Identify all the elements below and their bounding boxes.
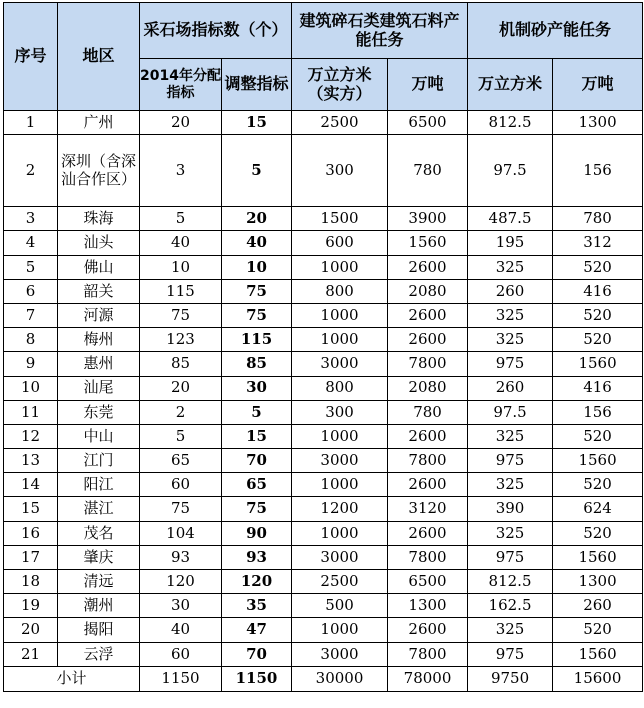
- cell-sand-t: 520: [553, 255, 643, 279]
- cell-seq: 8: [4, 328, 58, 352]
- cell-seq: 21: [4, 642, 58, 666]
- cell-region: 云浮: [58, 642, 140, 666]
- cell-stone-m3: 1000: [292, 303, 388, 327]
- cell-seq: 1: [4, 111, 58, 135]
- cell-region: 茂名: [58, 521, 140, 545]
- cell-quarry-adjusted: 90: [222, 521, 292, 545]
- cell-stone-m3: 3000: [292, 642, 388, 666]
- cell-sand-t: 416: [553, 376, 643, 400]
- cell-region: 汕尾: [58, 376, 140, 400]
- cell-quarry-2014: 5: [140, 207, 222, 231]
- cell-region: 珠海: [58, 207, 140, 231]
- cell-region: 汕头: [58, 231, 140, 255]
- cell-sand-m3: 325: [468, 473, 553, 497]
- cell-region: 惠州: [58, 352, 140, 376]
- cell-sand-t: 156: [553, 400, 643, 424]
- total-sand-m3: 9750: [468, 666, 553, 691]
- cell-seq: 7: [4, 303, 58, 327]
- cell-stone-t: 780: [388, 135, 468, 207]
- header-quarry-adjusted: 调整指标: [222, 59, 292, 111]
- header-quarry-2014: 2014年分配指标: [140, 59, 222, 111]
- cell-sand-m3: 260: [468, 376, 553, 400]
- header-stone-t: 万吨: [388, 59, 468, 111]
- cell-stone-m3: 800: [292, 279, 388, 303]
- cell-sand-m3: 975: [468, 449, 553, 473]
- table-row: [4, 400, 643, 424]
- cell-sand-m3: 195: [468, 231, 553, 255]
- cell-quarry-2014: 104: [140, 521, 222, 545]
- cell-seq: 17: [4, 545, 58, 569]
- cell-seq: 3: [4, 207, 58, 231]
- cell-seq: 2: [4, 135, 58, 207]
- cell-sand-m3: 975: [468, 545, 553, 569]
- cell-quarry-adjusted: 15: [222, 424, 292, 448]
- total-label: 小计: [4, 666, 140, 691]
- table-row: [4, 376, 643, 400]
- cell-quarry-adjusted: 115: [222, 328, 292, 352]
- table-row: [4, 279, 643, 303]
- cell-quarry-2014: 10: [140, 255, 222, 279]
- table-row: [4, 303, 643, 327]
- cell-region: 清远: [58, 570, 140, 594]
- cell-sand-m3: 325: [468, 303, 553, 327]
- cell-region: 河源: [58, 303, 140, 327]
- cell-sand-t: 1560: [553, 449, 643, 473]
- cell-region: 中山: [58, 424, 140, 448]
- cell-sand-m3: 97.5: [468, 400, 553, 424]
- cell-sand-t: 260: [553, 594, 643, 618]
- cell-stone-t: 3900: [388, 207, 468, 231]
- cell-stone-m3: 800: [292, 376, 388, 400]
- table-row: [4, 473, 643, 497]
- cell-sand-t: 780: [553, 207, 643, 231]
- cell-stone-m3: 1000: [292, 473, 388, 497]
- cell-seq: 20: [4, 618, 58, 642]
- cell-region: 潮州: [58, 594, 140, 618]
- header-stone-group: 建筑碎石类建筑石料产能任务: [292, 3, 468, 59]
- cell-stone-t: 7800: [388, 449, 468, 473]
- cell-quarry-2014: 75: [140, 497, 222, 521]
- cell-quarry-adjusted: 75: [222, 497, 292, 521]
- cell-quarry-2014: 3: [140, 135, 222, 207]
- cell-seq: 4: [4, 231, 58, 255]
- header-quarry-group: 采石场指标数（个）: [140, 3, 292, 59]
- cell-quarry-adjusted: 5: [222, 400, 292, 424]
- cell-sand-t: 624: [553, 497, 643, 521]
- cell-seq: 19: [4, 594, 58, 618]
- cell-sand-m3: 325: [468, 618, 553, 642]
- header-stone-m3: 万立方米（实方）: [292, 59, 388, 111]
- cell-quarry-adjusted: 93: [222, 545, 292, 569]
- cell-sand-m3: 162.5: [468, 594, 553, 618]
- cell-quarry-adjusted: 20: [222, 207, 292, 231]
- cell-quarry-2014: 75: [140, 303, 222, 327]
- table-row: [4, 207, 643, 231]
- cell-sand-t: 520: [553, 473, 643, 497]
- cell-region: 江门: [58, 449, 140, 473]
- table-body: [4, 111, 643, 667]
- cell-quarry-2014: 40: [140, 618, 222, 642]
- header-sand-m3: 万立方米: [468, 59, 553, 111]
- total-stone-t: 78000: [388, 666, 468, 691]
- table-row: [4, 570, 643, 594]
- cell-quarry-adjusted: 10: [222, 255, 292, 279]
- cell-stone-t: 7800: [388, 352, 468, 376]
- cell-stone-t: 1300: [388, 594, 468, 618]
- cell-quarry-2014: 120: [140, 570, 222, 594]
- cell-sand-m3: 325: [468, 328, 553, 352]
- cell-stone-t: 6500: [388, 570, 468, 594]
- table-row: [4, 642, 643, 666]
- capacity-table: [3, 2, 643, 692]
- table-row: [4, 328, 643, 352]
- cell-sand-t: 1300: [553, 111, 643, 135]
- cell-stone-m3: 3000: [292, 545, 388, 569]
- cell-sand-t: 1560: [553, 545, 643, 569]
- cell-seq: 10: [4, 376, 58, 400]
- cell-stone-t: 2080: [388, 376, 468, 400]
- cell-quarry-2014: 20: [140, 376, 222, 400]
- cell-quarry-adjusted: 120: [222, 570, 292, 594]
- cell-quarry-adjusted: 47: [222, 618, 292, 642]
- cell-quarry-2014: 123: [140, 328, 222, 352]
- cell-quarry-adjusted: 15: [222, 111, 292, 135]
- cell-quarry-adjusted: 30: [222, 376, 292, 400]
- header-sand-group: 机制砂产能任务: [468, 3, 643, 59]
- table-row: [4, 449, 643, 473]
- cell-quarry-2014: 60: [140, 642, 222, 666]
- cell-sand-t: 520: [553, 328, 643, 352]
- cell-stone-m3: 600: [292, 231, 388, 255]
- cell-sand-t: 416: [553, 279, 643, 303]
- cell-sand-m3: 390: [468, 497, 553, 521]
- cell-quarry-2014: 60: [140, 473, 222, 497]
- cell-quarry-adjusted: 65: [222, 473, 292, 497]
- cell-seq: 13: [4, 449, 58, 473]
- cell-stone-t: 2600: [388, 328, 468, 352]
- table-row: [4, 545, 643, 569]
- cell-sand-t: 312: [553, 231, 643, 255]
- total-quarry-2014: 1150: [140, 666, 222, 691]
- cell-stone-m3: 1500: [292, 207, 388, 231]
- cell-sand-t: 520: [553, 303, 643, 327]
- cell-quarry-adjusted: 40: [222, 231, 292, 255]
- table-row: [4, 594, 643, 618]
- cell-sand-m3: 812.5: [468, 111, 553, 135]
- cell-sand-m3: 325: [468, 521, 553, 545]
- cell-sand-t: 1560: [553, 642, 643, 666]
- cell-seq: 9: [4, 352, 58, 376]
- cell-stone-m3: 1000: [292, 255, 388, 279]
- total-sand-t: 15600: [553, 666, 643, 691]
- cell-seq: 6: [4, 279, 58, 303]
- cell-seq: 15: [4, 497, 58, 521]
- cell-seq: 11: [4, 400, 58, 424]
- cell-quarry-adjusted: 70: [222, 449, 292, 473]
- cell-sand-m3: 975: [468, 352, 553, 376]
- cell-sand-t: 1560: [553, 352, 643, 376]
- cell-region: 东莞: [58, 400, 140, 424]
- cell-stone-t: 1560: [388, 231, 468, 255]
- cell-stone-m3: 300: [292, 400, 388, 424]
- cell-quarry-2014: 93: [140, 545, 222, 569]
- cell-stone-t: 2600: [388, 303, 468, 327]
- cell-seq: 12: [4, 424, 58, 448]
- cell-sand-m3: 812.5: [468, 570, 553, 594]
- cell-sand-m3: 260: [468, 279, 553, 303]
- cell-region: 揭阳: [58, 618, 140, 642]
- cell-stone-m3: 1000: [292, 328, 388, 352]
- cell-stone-m3: 1000: [292, 521, 388, 545]
- cell-stone-t: 2600: [388, 424, 468, 448]
- table-row: [4, 135, 643, 207]
- cell-seq: 14: [4, 473, 58, 497]
- cell-quarry-adjusted: 75: [222, 279, 292, 303]
- total-quarry-adjusted: 1150: [222, 666, 292, 691]
- cell-quarry-adjusted: 75: [222, 303, 292, 327]
- cell-stone-t: 7800: [388, 545, 468, 569]
- table-row: [4, 255, 643, 279]
- cell-region: 肇庆: [58, 545, 140, 569]
- cell-stone-t: 2080: [388, 279, 468, 303]
- cell-stone-t: 2600: [388, 473, 468, 497]
- cell-stone-m3: 2500: [292, 111, 388, 135]
- cell-sand-m3: 325: [468, 424, 553, 448]
- cell-sand-t: 520: [553, 424, 643, 448]
- cell-quarry-adjusted: 85: [222, 352, 292, 376]
- cell-sand-m3: 325: [468, 255, 553, 279]
- cell-region: 佛山: [58, 255, 140, 279]
- cell-region: 梅州: [58, 328, 140, 352]
- cell-stone-m3: 1200: [292, 497, 388, 521]
- header-region: 地区: [58, 3, 140, 111]
- cell-sand-m3: 97.5: [468, 135, 553, 207]
- cell-region: 深圳（含深汕合作区）: [58, 135, 140, 207]
- cell-quarry-adjusted: 35: [222, 594, 292, 618]
- table-row: [4, 231, 643, 255]
- cell-stone-t: 2600: [388, 521, 468, 545]
- cell-stone-t: 2600: [388, 255, 468, 279]
- header-seq: 序号: [4, 3, 58, 111]
- header-sand-t: 万吨: [553, 59, 643, 111]
- cell-sand-t: 156: [553, 135, 643, 207]
- table-row: [4, 111, 643, 135]
- cell-seq: 18: [4, 570, 58, 594]
- cell-quarry-2014: 2: [140, 400, 222, 424]
- cell-stone-m3: 3000: [292, 352, 388, 376]
- cell-quarry-2014: 85: [140, 352, 222, 376]
- cell-quarry-2014: 40: [140, 231, 222, 255]
- total-row: [4, 666, 643, 691]
- cell-stone-t: 2600: [388, 618, 468, 642]
- cell-stone-m3: 2500: [292, 570, 388, 594]
- table-row: [4, 352, 643, 376]
- cell-stone-t: 7800: [388, 642, 468, 666]
- cell-quarry-adjusted: 5: [222, 135, 292, 207]
- cell-stone-m3: 1000: [292, 618, 388, 642]
- cell-seq: 16: [4, 521, 58, 545]
- cell-region: 湛江: [58, 497, 140, 521]
- cell-sand-m3: 487.5: [468, 207, 553, 231]
- cell-region: 韶关: [58, 279, 140, 303]
- cell-quarry-2014: 30: [140, 594, 222, 618]
- cell-sand-t: 520: [553, 618, 643, 642]
- cell-quarry-2014: 115: [140, 279, 222, 303]
- cell-sand-t: 1300: [553, 570, 643, 594]
- table-row: [4, 497, 643, 521]
- cell-stone-m3: 300: [292, 135, 388, 207]
- cell-stone-t: 6500: [388, 111, 468, 135]
- table-row: [4, 618, 643, 642]
- cell-region: 阳江: [58, 473, 140, 497]
- cell-region: 广州: [58, 111, 140, 135]
- cell-seq: 5: [4, 255, 58, 279]
- cell-stone-m3: 1000: [292, 424, 388, 448]
- cell-quarry-2014: 20: [140, 111, 222, 135]
- cell-sand-m3: 975: [468, 642, 553, 666]
- total-stone-m3: 30000: [292, 666, 388, 691]
- cell-stone-t: 780: [388, 400, 468, 424]
- cell-stone-m3: 500: [292, 594, 388, 618]
- table-row: [4, 521, 643, 545]
- cell-quarry-2014: 5: [140, 424, 222, 448]
- cell-stone-m3: 3000: [292, 449, 388, 473]
- table-row: [4, 424, 643, 448]
- cell-quarry-adjusted: 70: [222, 642, 292, 666]
- cell-sand-t: 520: [553, 521, 643, 545]
- cell-quarry-2014: 65: [140, 449, 222, 473]
- cell-stone-t: 3120: [388, 497, 468, 521]
